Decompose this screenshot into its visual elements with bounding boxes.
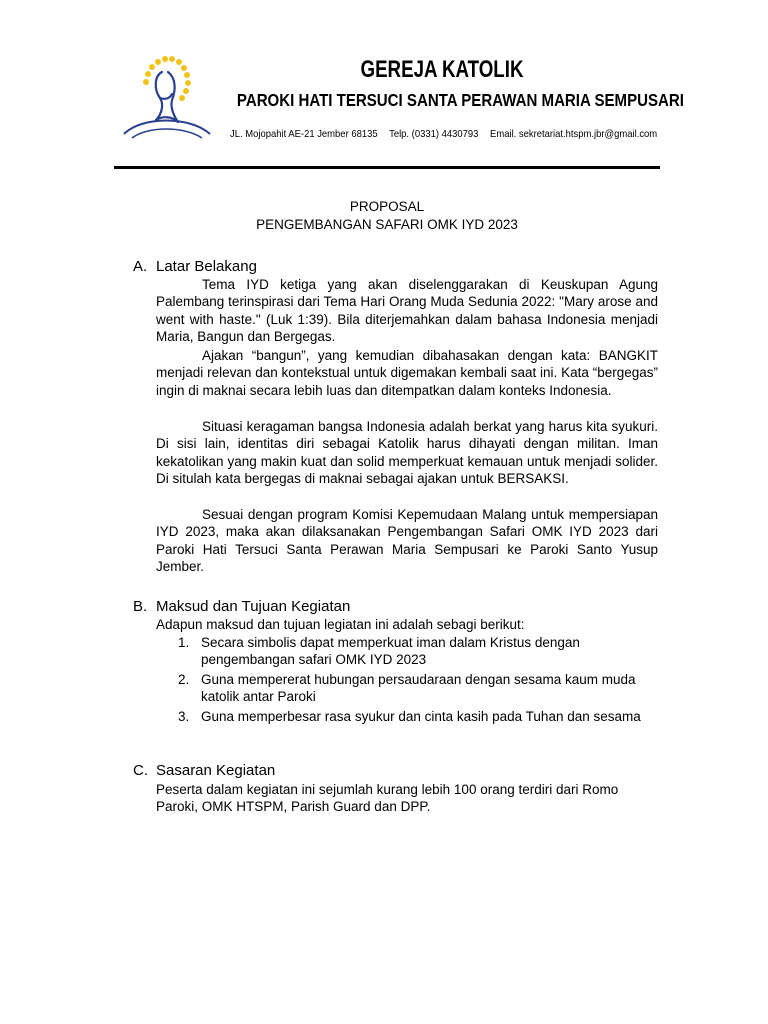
document-title [114, 198, 660, 234]
document-title-line1: PROPOSAL [349, 199, 425, 214]
list-text: Guna mempererat hubungan persaudaraan dengan sesama kaum muda katolik antar Paroki [201, 671, 636, 705]
section-a-paragraph-1: Tema IYD ketiga yang akan diselenggarakan di Keuskupan Agung Palembang terinspirasi dari Tema Hari Orang Muda Sedunia 2022: "Mary arose and went with haste." (Luk 1:39). Bila diterjemahkan dalam bahasa Indonesia menjadi Maria, Bangun dan Bergegas. [156, 277, 658, 345]
section-a-paragraph-4: Sesuai dengan program Komisi Kepemudaan Malang untuk mempersiapan IYD 2023, maka akan dilaksanakan Pengembangan Safari OMK IYD 2023 dari Paroki Hati Tersuci Santa Perawan Maria Sempusari ke Paroki Santo Yusup Jember. [156, 507, 658, 575]
letterhead [112, 52, 684, 152]
section-letter: B. [133, 598, 148, 615]
letterhead-address: JL. Mojopahit AE-21 Jember 68135 [230, 128, 378, 140]
objectives-list [156, 634, 658, 727]
letterhead-title: GEREJA KATOLIK [360, 56, 524, 83]
list-number: 2. [178, 671, 190, 687]
section-a-paragraph-3: Situasi keragaman bangsa Indonesia adalah berkat yang harus kita syukuri. Di sisi lain, identitas diri sebagai Katolik harus dihayati dengan militan. Iman kekatolikan yang makin kuat dan solid memperkuat kemauan untuk menjadi solider. Di situlah kata bergegas di maknai sebagai ajakan untuk BERSAKSI. [156, 419, 658, 487]
letterhead-phone: Telp. (0331) 4430793 [389, 128, 479, 140]
letterhead-subtitle: PAROKI HATI TERSUCI SANTA PERAWAN MARIA SEMPUSARI [236, 90, 684, 110]
list-item [156, 708, 658, 725]
section-title: Sasaran Kegiatan [156, 762, 276, 779]
section-letter: A. [133, 258, 148, 275]
document-title-line2: PENGEMBANGAN SAFARI OMK IYD 2023 [256, 217, 518, 232]
letterhead-divider [114, 166, 660, 169]
section-c-text: Peserta dalam kegiatan ini sejumlah kurang lebih 100 orang terdiri dari Romo Paroki, OMK HTSPM, Parish Guard dan DPP. [156, 782, 619, 815]
letterhead-contact [230, 128, 658, 140]
section-title: Latar Belakang [156, 258, 257, 275]
list-number: 1. [178, 635, 190, 650]
list-text: Guna memperbesar rasa syukur dan cinta kasih pada Tuhan dan sesama [201, 708, 641, 724]
section-a-paragraph-2: Ajakan “bangun”, yang kemudian dibahasakan dengan kata: BANGKIT menjadi relevan dan kontekstual untuk digemakan kembali saat ini. Kata “bergegas” ingin di maknai secara lebih luas dan ditempatkan dalam konteks Indonesia. [156, 348, 658, 398]
list-item [156, 634, 658, 669]
list-text: Secara simbolis dapat memperkuat iman dalam Kristus dengan pengembangan safari OMK IYD 2023 [201, 635, 580, 668]
section-b-intro: Adapun maksud dan tujuan legiatan ini adalah sebagi berikut: [156, 617, 525, 632]
section-title: Maksud dan Tujuan Kegiatan [156, 598, 351, 615]
list-item [156, 671, 658, 706]
marian-halo-logo-icon [118, 54, 214, 140]
section-letter: C. [133, 762, 148, 779]
letterhead-email: Email. sekretariat.htspm.jbr@gmail.com [490, 128, 658, 140]
list-number: 3. [178, 708, 190, 724]
